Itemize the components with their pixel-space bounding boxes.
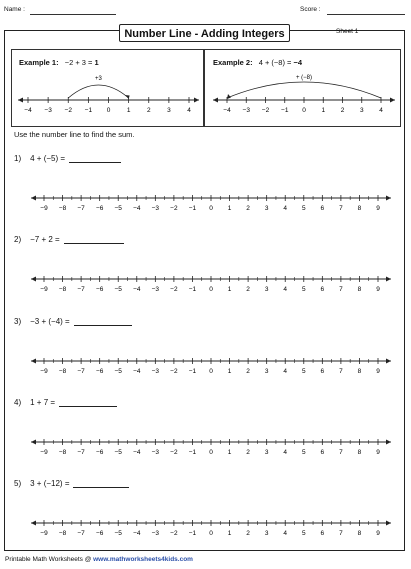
tick-label: 2 (246, 205, 250, 212)
tick-label: 6 (320, 449, 325, 456)
tick-label: 8 (357, 286, 362, 293)
tick-label: 6 (320, 530, 325, 537)
problem-5 (14, 478, 129, 488)
example-2-number-line (205, 50, 402, 128)
tick-label: 9 (376, 449, 380, 456)
tick-label: −1 (188, 286, 197, 293)
tick-label: −3 (44, 107, 52, 114)
tick-label: −5 (114, 449, 122, 456)
example-2-expression: 4 + (−8) = (258, 58, 294, 67)
left-arrow-icon (31, 277, 36, 282)
problem-5-number-line (28, 515, 398, 545)
tick-label: −1 (188, 368, 197, 375)
tick-label: 2 (146, 107, 151, 114)
tick-label: −2 (64, 107, 72, 114)
footer (5, 556, 193, 563)
example-2-label: Example 2: (213, 58, 253, 67)
arc-label: + (−8) (295, 75, 313, 81)
tick-label: 4 (283, 449, 288, 456)
tick-label: −1 (188, 530, 197, 537)
tick-label: 3 (359, 107, 364, 114)
tick-label: 3 (264, 205, 269, 212)
example-1-expression: −2 + 3 = (64, 58, 95, 67)
left-arrow-icon (31, 196, 36, 201)
instruction: Use the number line to find the sum. (14, 130, 135, 139)
tick-label: −9 (40, 286, 48, 293)
tick-label: −4 (223, 107, 231, 114)
tick-label: 2 (340, 107, 345, 114)
tick-label: −3 (151, 368, 160, 375)
tick-label: −9 (40, 530, 48, 537)
tick-label: −8 (58, 286, 67, 293)
tick-label: 4 (283, 530, 288, 537)
tick-label: 9 (376, 286, 380, 293)
problem-2-number-line (28, 271, 398, 301)
tick-label: 3 (264, 286, 269, 293)
tick-label: −3 (151, 205, 160, 212)
example-2-box (204, 49, 401, 127)
worksheet-title: Number Line - Adding Integers (119, 24, 290, 42)
tick-label: 2 (246, 530, 250, 537)
tick-label: 8 (357, 205, 362, 212)
right-arrow-icon (386, 277, 391, 282)
tick-label: 7 (339, 286, 343, 293)
tick-label: 4 (379, 107, 383, 114)
left-arrow-icon (31, 359, 36, 364)
example-1-label: Example 1: (19, 58, 59, 67)
tick-label: −2 (170, 205, 178, 212)
problem-1-number-line (28, 190, 398, 220)
right-arrow-icon (386, 359, 391, 364)
right-arrow-icon (386, 521, 391, 526)
problem-number: 2) (14, 235, 22, 244)
tick-label: −5 (114, 530, 122, 537)
tick-label: 0 (209, 286, 213, 293)
tick-label: −7 (77, 205, 85, 212)
problem-2 (14, 234, 124, 244)
tick-label: 7 (339, 205, 343, 212)
tick-label: 3 (264, 530, 269, 537)
name-label: Name : (4, 6, 25, 13)
jump-arc (227, 82, 381, 98)
arc-label: +3 (95, 76, 102, 82)
tick-label: −2 (170, 530, 178, 537)
tick-label: −6 (95, 530, 104, 537)
tick-label: −2 (170, 449, 178, 456)
tick-label: 0 (209, 449, 213, 456)
tick-label: −2 (170, 368, 178, 375)
tick-label: 1 (126, 107, 131, 114)
tick-label: −3 (151, 286, 160, 293)
tick-label: −3 (151, 530, 160, 537)
tick-label: 0 (302, 107, 306, 114)
problem-expression: 3 + (−12) = (30, 479, 70, 488)
tick-label: 0 (209, 205, 213, 212)
jump-arc (68, 85, 128, 98)
tick-label: −3 (242, 107, 250, 114)
tick-label: −6 (95, 449, 104, 456)
tick-label: 0 (209, 368, 213, 375)
tick-label: −1 (188, 449, 197, 456)
tick-label: −9 (40, 368, 48, 375)
score-label: Score : (300, 6, 321, 13)
tick-label: 5 (301, 286, 306, 293)
example-1-answer: 1 (94, 58, 99, 67)
tick-label: −8 (58, 530, 67, 537)
answer-blank[interactable] (69, 153, 121, 163)
problem-4 (14, 397, 117, 407)
problem-expression: −3 + (−4) = (30, 317, 70, 326)
example-2-answer: −4 (293, 58, 303, 67)
tick-label: 0 (106, 107, 111, 114)
right-arrow-icon (194, 98, 199, 103)
tick-label: 5 (301, 205, 306, 212)
tick-label: 3 (264, 449, 269, 456)
tick-label: 3 (264, 368, 269, 375)
problem-expression: −7 + 2 = (30, 235, 60, 244)
tick-label: −8 (58, 449, 67, 456)
tick-label: −6 (95, 205, 104, 212)
right-arrow-icon (386, 196, 391, 201)
tick-label: −9 (40, 449, 48, 456)
tick-label: 3 (167, 107, 171, 114)
left-arrow-icon (213, 98, 218, 103)
problem-3 (14, 316, 132, 326)
problem-1 (14, 153, 121, 163)
tick-label: −7 (77, 286, 85, 293)
tick-label: 1 (227, 449, 232, 456)
tick-label: −4 (24, 107, 32, 114)
problem-number: 3) (14, 317, 22, 326)
footer-site-link[interactable]: www.mathworksheets4kids.com (93, 556, 193, 563)
left-arrow-icon (31, 521, 36, 526)
tick-label: 6 (320, 205, 325, 212)
tick-label: −4 (133, 449, 141, 456)
tick-label: 8 (357, 449, 362, 456)
tick-label: −6 (95, 286, 104, 293)
problem-4-number-line (28, 434, 398, 464)
problem-number: 4) (14, 398, 22, 407)
tick-label: 4 (283, 286, 288, 293)
problem-number: 5) (14, 479, 22, 488)
tick-label: 0 (209, 530, 213, 537)
score-blank[interactable] (327, 14, 405, 15)
tick-label: 5 (301, 368, 306, 375)
tick-label: 1 (227, 205, 232, 212)
tick-label: −9 (40, 205, 48, 212)
tick-label: −6 (95, 368, 104, 375)
tick-label: 4 (283, 205, 288, 212)
tick-label: 9 (376, 368, 380, 375)
tick-label: 6 (320, 368, 325, 375)
tick-label: 6 (320, 286, 325, 293)
left-arrow-icon (31, 440, 36, 445)
answer-blank[interactable] (64, 234, 124, 244)
problem-expression: 1 + 7 = (30, 398, 56, 407)
tick-label: −4 (133, 368, 141, 375)
tick-label: −3 (151, 449, 160, 456)
tick-label: 5 (301, 530, 306, 537)
tick-label: −5 (114, 286, 122, 293)
example-1-box (11, 49, 204, 127)
tick-label: −1 (188, 205, 197, 212)
answer-blank[interactable] (74, 316, 132, 326)
sheet-label: Sheet 1 (336, 28, 359, 35)
tick-label: 1 (227, 286, 232, 293)
tick-label: −4 (133, 205, 141, 212)
tick-label: 8 (357, 368, 362, 375)
tick-label: −5 (114, 205, 122, 212)
tick-label: 9 (376, 530, 380, 537)
tick-label: 7 (339, 530, 343, 537)
problem-3-number-line (28, 353, 398, 383)
tick-label: 1 (321, 107, 326, 114)
tick-label: 4 (283, 368, 288, 375)
tick-label: −4 (133, 530, 141, 537)
tick-label: −2 (261, 107, 270, 114)
tick-label: 8 (357, 530, 362, 537)
tick-label: 2 (246, 286, 250, 293)
answer-blank[interactable] (59, 397, 117, 407)
tick-label: −8 (58, 368, 67, 375)
tick-label: 1 (227, 530, 232, 537)
tick-label: 4 (187, 107, 191, 114)
answer-blank[interactable] (73, 478, 129, 488)
example-1-number-line (12, 50, 205, 128)
problem-expression: 4 + (−5) = (30, 154, 66, 163)
tick-label: 2 (246, 449, 250, 456)
tick-label: −4 (133, 286, 141, 293)
left-arrow-icon (18, 98, 23, 103)
name-blank[interactable] (30, 14, 116, 15)
tick-label: 2 (246, 368, 250, 375)
tick-label: −5 (114, 368, 122, 375)
tick-label: 7 (339, 368, 343, 375)
right-arrow-icon (390, 98, 395, 103)
tick-label: −7 (77, 449, 85, 456)
tick-label: 7 (339, 449, 343, 456)
tick-label: 5 (301, 449, 306, 456)
tick-label: −8 (58, 205, 67, 212)
footer-prefix: Printable Math Worksheets @ (5, 556, 94, 563)
tick-label: 1 (227, 368, 232, 375)
tick-label: −7 (77, 530, 85, 537)
tick-label: −1 (281, 107, 289, 114)
right-arrow-icon (386, 440, 391, 445)
tick-label: −1 (84, 107, 93, 114)
tick-label: −7 (77, 368, 85, 375)
tick-label: −2 (170, 286, 178, 293)
tick-label: 9 (376, 205, 380, 212)
problem-number: 1) (14, 154, 22, 163)
